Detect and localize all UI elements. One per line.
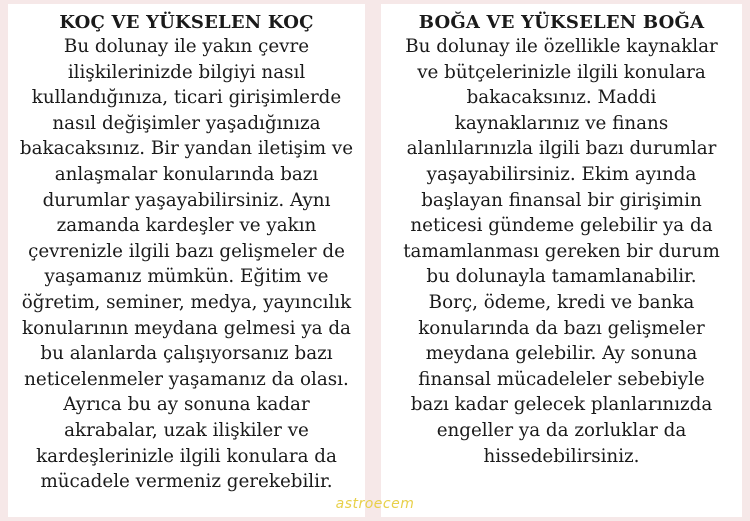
right-text-line: Borç, ödeme, kredi ve banka (428, 291, 695, 313)
right-text-line: bazı kadar gelecek planlarınızda (410, 394, 713, 416)
left-text-line: bakacaksınız. Bir yandan iletişim ve (19, 138, 354, 160)
right-text-line: Bu dolunay ile özellikle kaynaklar (405, 36, 718, 57)
left-text-line: mücadele vermeniz gerekebilir. (40, 471, 333, 493)
left-text-line: çevrenizle ilgili bazı gelişmeler de (28, 240, 345, 262)
left-text-line: ilişkilerinizde bilgiyi nasıl (67, 61, 306, 83)
right-text-line: başlayan finansal bir girişimin (421, 189, 702, 211)
left-text-line: öğretim, seminer, medya, yayıncılık (21, 291, 352, 313)
left-text-line: konularının meydana gelmesi ya da (22, 317, 351, 339)
right-text-line: finansal mücadeleler sebebiyle (418, 368, 705, 390)
right-text-line: bakacaksınız. Maddi (466, 87, 657, 109)
left-panel-title: KOÇ VE YÜKSELEN KOÇ (59, 12, 314, 33)
right-text-line: engeller ya da zorluklar da (436, 419, 687, 441)
left-text-line: Ayrıca bu ay sonuna kadar (63, 394, 310, 416)
right-panel-title: BOĞA VE YÜKSELEN BOĞA (418, 12, 705, 33)
watermark: astroecem (335, 496, 415, 512)
right-text-line: meydana gelebilir. Ay sonuna (425, 343, 698, 365)
left-text-line: nasıl değişimler yaşadığınıza (52, 112, 321, 134)
left-text-line: yaşamanız mümkün. Eğitim ve (44, 266, 329, 288)
right-panel-boga (381, 4, 742, 517)
right-text-line: neticesi gündeme gelebilir ya da (410, 215, 713, 237)
left-text-line: durumlar yaşayabilirsiniz. Aynı (42, 189, 331, 211)
right-text-line: bu dolunayla tamamlanabilir. (426, 266, 697, 288)
right-text-line: kaynaklarınız ve finans (454, 112, 669, 134)
left-text-line: kardeşlerinizle ilgili konulara da (36, 445, 337, 467)
left-panel-koc (8, 4, 365, 517)
right-text-line: konularında da bazı gelişmeler (418, 317, 705, 339)
left-text-line: zamanda kardeşler ve yakın (56, 215, 317, 237)
left-text-line: akrabalar, uzak ilişkiler ve (64, 419, 309, 441)
left-text-line: bu alanlarda çalışıyorsanız bazı (40, 343, 333, 365)
right-text-line: yaşayabilirsiniz. Ekim ayında (426, 163, 697, 185)
right-text-line: tamamlanması gereken bir durum (403, 240, 720, 262)
left-panel-text (8, 34, 365, 495)
right-text-line: alanlılarınızla ilgili bazı durumlar (406, 138, 717, 160)
left-text-line: anlaşmalar konularında bazı (54, 163, 319, 185)
right-text-line: ve bütçelerinizle ilgili konulara (417, 61, 706, 83)
right-text-line: hissedebilirsiniz. (483, 445, 640, 467)
right-panel-text (381, 34, 742, 469)
left-text-line: neticelenmeler yaşamanız da olası. (24, 368, 349, 390)
left-text-line: Bu dolunay ile yakın çevre (63, 36, 310, 57)
left-text-line: kullandığınıza, ticari girişimlerde (31, 87, 342, 109)
